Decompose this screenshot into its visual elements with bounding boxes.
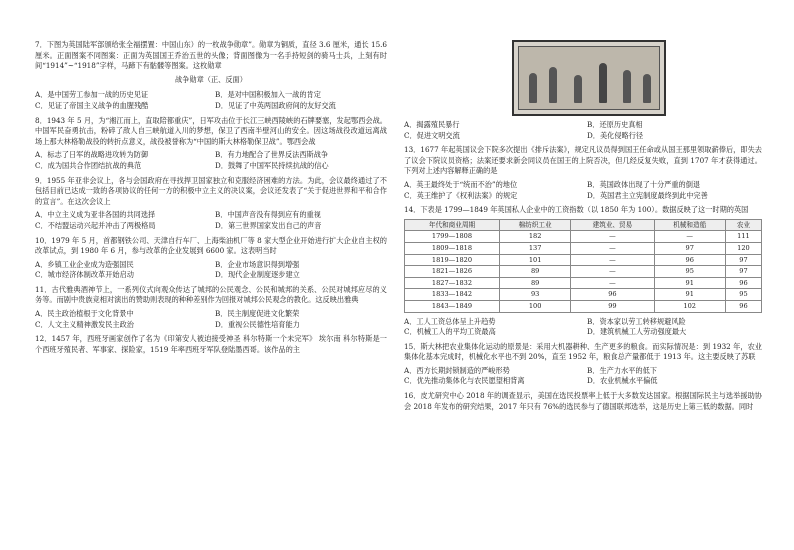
painting-illustration bbox=[512, 40, 666, 116]
option-c: C．成为国共合作团结抗战的典范 bbox=[35, 160, 142, 170]
table-cell: 1833—1842 bbox=[405, 289, 500, 301]
table-row bbox=[405, 242, 762, 254]
option-b: B．还原历史真相 bbox=[587, 120, 643, 129]
table-cell: 99 bbox=[571, 300, 654, 312]
option-b: B．民主制度促进文化繁荣 bbox=[215, 309, 300, 319]
table-cell: 1819—1820 bbox=[405, 254, 500, 266]
option-a: A．工人工资总体呈上升趋势 bbox=[404, 316, 496, 326]
question-13-options bbox=[404, 180, 762, 201]
option-a: A．民主政治植根于文化背景中 bbox=[35, 309, 134, 319]
option-d: D．鼓舞了中国军民持续抗战的信心 bbox=[215, 160, 329, 170]
option-d: D．英国君主立宪制度最终到此中完善 bbox=[587, 190, 708, 200]
option-b: B．企业市场意识得到增强 bbox=[215, 259, 300, 269]
table-cell: 95 bbox=[725, 289, 761, 301]
table-cell: 96 bbox=[725, 277, 761, 289]
table-cell: 96 bbox=[654, 254, 725, 266]
table-header: 棉纺织工业 bbox=[499, 219, 570, 231]
table-cell: 96 bbox=[725, 300, 761, 312]
table-cell: — bbox=[571, 242, 654, 254]
table-cell: 97 bbox=[725, 254, 761, 266]
option-b: B．中国声音没有得到应有的重视 bbox=[215, 210, 321, 220]
table-row bbox=[405, 300, 762, 312]
table-cell: 1799—1808 bbox=[405, 231, 500, 243]
table-cell: 96 bbox=[571, 289, 654, 301]
table-cell: 91 bbox=[654, 289, 725, 301]
wage-index-table bbox=[404, 219, 762, 313]
table-cell: — bbox=[571, 277, 654, 289]
table-cell: 120 bbox=[725, 242, 761, 254]
question-14-options bbox=[404, 317, 762, 338]
figure-person bbox=[549, 67, 557, 103]
option-c: C．英王维护了《权利法案》的规定 bbox=[404, 190, 518, 200]
option-a: A．西方长期封锁制造的严峻形势 bbox=[404, 365, 510, 375]
table-header: 机械和造船 bbox=[654, 219, 725, 231]
table-cell: 182 bbox=[499, 231, 570, 243]
question-11-options bbox=[35, 309, 387, 330]
option-c: C．优先推动集体化与农民愿望相背离 bbox=[404, 376, 525, 386]
figure-person bbox=[643, 74, 651, 103]
question-14-stem: 14．下表是 1799—1849 年英国私人企业中的工资指数（以 1850 年为 100）。数据反映了这一时期的英国 bbox=[404, 205, 749, 215]
table-row bbox=[405, 231, 762, 243]
table-cell: 102 bbox=[654, 300, 725, 312]
right-column bbox=[404, 40, 762, 415]
left-column bbox=[35, 40, 387, 358]
option-d: D．建筑机械工人劳动强度最大 bbox=[587, 327, 687, 337]
table-cell: 89 bbox=[499, 266, 570, 278]
question-9-options bbox=[35, 210, 387, 231]
question-8-options bbox=[35, 150, 387, 171]
table-header: 建筑业、贸易 bbox=[571, 219, 654, 231]
option-a: A．标志了日军的战略进攻转为防御 bbox=[35, 150, 149, 160]
table-cell: 91 bbox=[654, 277, 725, 289]
question-7-options bbox=[35, 90, 387, 111]
option-c: C．不结盟运动兴起并冲击了两极格局 bbox=[35, 220, 156, 230]
table-cell: 1809—1818 bbox=[405, 242, 500, 254]
option-a: A．英王最终处于“统而不治”的地位 bbox=[404, 179, 518, 189]
question-12-stem: 12．1457 年，西班牙画家创作了名为《印第安人被迫接受神圣 科尔特斯一个未完军》 埃尔南 科尔特斯是一个西班牙殖民者、军事家、探险家，1519 年率西班牙军队登陆墨西哥。该作品的主 bbox=[35, 334, 387, 354]
table-row bbox=[405, 277, 762, 289]
table-header: 农业 bbox=[725, 219, 761, 231]
painting-scene bbox=[518, 46, 660, 110]
option-c: C．促进文明交流 bbox=[404, 130, 460, 140]
option-b: B．资本家以劳工转移规避风险 bbox=[587, 316, 686, 326]
option-c: C．人文主义精神激发民主政治 bbox=[35, 319, 134, 329]
figure-person bbox=[623, 70, 631, 103]
table-row bbox=[405, 266, 762, 278]
table-row bbox=[405, 254, 762, 266]
table-cell: 1827—1832 bbox=[405, 277, 500, 289]
question-15-stem: 15．斯大林把农业集体化运动的原景是：采用大机器耕种、生产更多的粮食。而实际情况是：到 1932 年，农业集体化基本完成时，机械化水平也不到 20%，直至 1952 年，粮食总产量都低于 1913 年。这主要反映了苏联 bbox=[404, 341, 762, 362]
option-c: C．见证了帝国主义战争的血腥残酷 bbox=[35, 100, 149, 110]
question-16-stem: 16．皮尤研究中心 2018 年的调查显示，美国在选民投票率上低于大多数发达国家。根据国际民主与选举援助协会 2018 年发布的研究结果，2017 年只有 76%的选民参与了德国联邦选举，这是历史上第三低的数据。同时 bbox=[404, 391, 762, 411]
table-cell: 89 bbox=[499, 277, 570, 289]
figure-person bbox=[599, 63, 607, 103]
question-10-stem: 10．1979 年 5 月，首都钢铁公司、天津自行车厂、上海柴油机厂等 8 家大型企业开始进行扩大企业自主权的改革试点，到 1980 年 6 月，参与改革的企业发展到 6600 家。这表明当时 bbox=[35, 235, 387, 256]
option-a: A．揭露殖民暴行 bbox=[404, 120, 460, 129]
option-c: C．城市经济体制改革开始启动 bbox=[35, 270, 134, 280]
table-cell: — bbox=[571, 266, 654, 278]
table-cell: — bbox=[571, 231, 654, 243]
table-cell: 111 bbox=[725, 231, 761, 243]
table-header: 年代和商业周期 bbox=[405, 219, 500, 231]
table-cell: 1821—1826 bbox=[405, 266, 500, 278]
question-11-stem: 11．古代雅典酒神节上，一系列仪式向观众传达了城邦的公民观念、公民和城邦的关系、公民对城邦应尽的义务等。而剧中贵族竞相对演出的赞助则表现的种种差别作为回报对城邦公民观念的教化。这反映出雅典 bbox=[35, 284, 387, 305]
option-b: B．生产力水平的低下 bbox=[587, 365, 657, 375]
question-7-figure-caption: 战争勋章（正、反面） bbox=[175, 74, 247, 84]
option-a: A．乡镇工业企业成为造强国民 bbox=[35, 259, 134, 269]
table-cell: — bbox=[654, 231, 725, 243]
table-row bbox=[405, 289, 762, 301]
question-7-stem: 7．下图为英国陆军部颁给张全福摆置：中国山东）的一枚战争勋章”。勋章为铜质，直径 3.6 厘米，通长 15.6 厘米。正面图案不同图案：正面为英国国王乔治五世的头像；背面图像为一名手持短剑的骑马士兵，上刻有时间“1914”~“1918”字样，马蹄下有骷髅等图案。这枚勋章 bbox=[35, 40, 387, 71]
question-8-stem: 8．1943 年 5 月，为“湘江而上，直取陪都重庆”，日军攻击位于长江三峡西陵峡的石牌要塞，发起鄂西会战。中国军民奋勇抗击，粉碎了敌人自三峡航道入川的梦想，保卫了西南半壁河山的安全。因这场战役改道远离战场上那大林格勒战役的转折点意义，战役被誉称为“中国的斯大林格勒保卫战”。鄂西会战 bbox=[35, 115, 387, 146]
table-cell: 97 bbox=[725, 266, 761, 278]
table-header-row bbox=[405, 219, 762, 231]
option-d: D．现代企业制度逐步建立 bbox=[215, 270, 300, 280]
question-15-options bbox=[404, 366, 762, 387]
figure-person bbox=[529, 73, 537, 103]
table-cell: — bbox=[571, 254, 654, 266]
table-cell: 95 bbox=[654, 266, 725, 278]
option-d: D．第三世界国家发出自己的声音 bbox=[215, 220, 322, 230]
option-c: C．机械工人的平均工资最高 bbox=[404, 327, 496, 337]
option-d: D．农业机械水平偏低 bbox=[587, 376, 658, 386]
option-d: D．美化侵略行径 bbox=[587, 130, 644, 140]
table-cell: 137 bbox=[499, 242, 570, 254]
question-9-stem: 9．1955 年亚非会议上，各与会国政府在寻找捍卫国家独立和克服经济困难的方法。为此，会议最终通过了不包括目前已达成一致的各项协议的任何一方的积极中立主义的决议案，会议还发表了“关于促进世界和平和合作的宣言”。在这次会议上 bbox=[35, 175, 387, 206]
option-a: A．中立主义成为亚非各国的共同选择 bbox=[35, 210, 156, 220]
option-a: A．是中国劳工参加一战的历史见证 bbox=[35, 90, 149, 100]
table-cell: 101 bbox=[499, 254, 570, 266]
question-12-options bbox=[404, 120, 762, 141]
question-10-options bbox=[35, 260, 387, 281]
table-cell: 100 bbox=[499, 300, 570, 312]
option-b: B．是对中国积极加入一战的肯定 bbox=[215, 90, 321, 100]
figure-person bbox=[574, 75, 582, 103]
table-cell: 97 bbox=[654, 242, 725, 254]
question-13-stem: 13．1677 年起英国议会下院多次提出《排斥法案》，规定凡议员得到国王任命或从国王那里领取薪俸后，即失去了议会下院议员资格；法案还要求新会同议员在国王的上院否决，但几经反复失败，直到 1707 年才获得通过。下列对上述内容解释正确的是 bbox=[404, 145, 762, 176]
option-b: B．有力地配合了世界反法西斯战争 bbox=[215, 150, 329, 160]
option-d: D．见证了中英两国政府间的友好交流 bbox=[215, 100, 336, 110]
table-cell: 1843—1849 bbox=[405, 300, 500, 312]
option-b: B．英国政体出现了十分严重的倒退 bbox=[587, 179, 701, 189]
option-d: D．重视公民德性培育能力 bbox=[215, 319, 300, 329]
table-cell: 93 bbox=[499, 289, 570, 301]
